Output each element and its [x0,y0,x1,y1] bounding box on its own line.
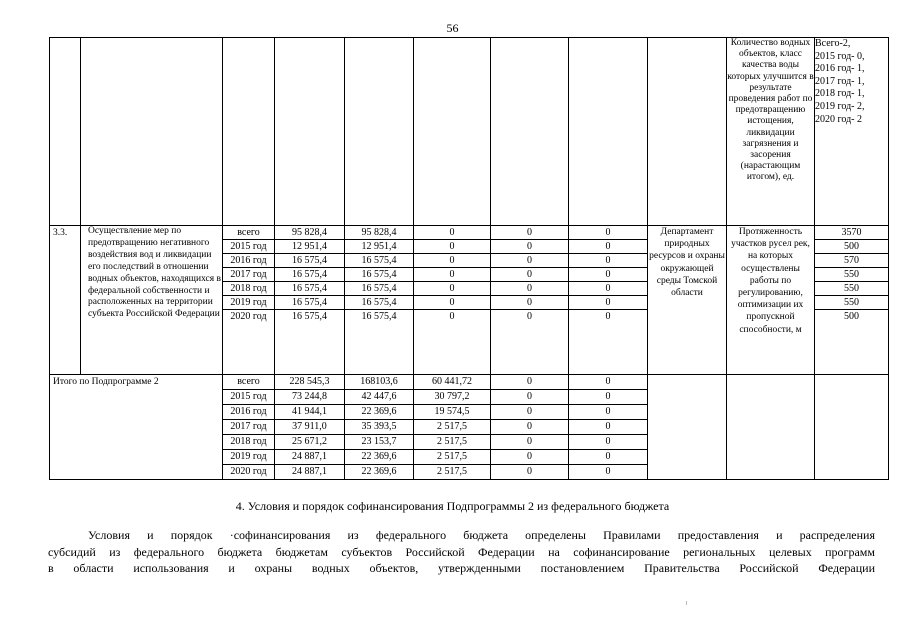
local-cell: 0 [491,405,569,420]
federal-cell: 16 575,4 [345,268,414,282]
other-cell: 0 [569,375,648,390]
indicator-value: 2020 год- 2 [815,113,862,125]
other-cell: 0 [569,226,648,240]
local-cell: 0 [491,310,569,375]
year-cell: 2015 год [223,390,275,405]
other-cell: 0 [569,268,648,282]
scan-speck [686,601,687,605]
other-cell: 0 [569,450,648,465]
indicator-value: Всего-2, [815,38,851,49]
paragraph-line: в области использования и охраны водных объектов, утвержденными постановлением Правительства Российской Федерации [48,561,875,575]
year-cell: 2017 год [223,268,275,282]
other-cell: 0 [569,420,648,435]
cell [815,375,889,480]
total-cell: 16 575,4 [275,310,345,375]
total-cell: 37 911,0 [275,420,345,435]
indicator-cell: 550 [815,282,889,296]
paragraph-line: Условия и порядок ·софинансирования из федерального бюджета определены Правилами предоставления и распределения [88,528,875,542]
federal-cell: 42 447,6 [345,390,414,405]
indicator-cell: 3570 [815,226,889,240]
regional-cell: 0 [414,240,491,254]
executor: Департамент природных ресурсов и охраны окружающей среды Томской области [648,226,727,375]
year-cell: 2019 год [223,296,275,310]
indicator-value: 2016 год- 1, [815,63,865,75]
indicator-cell: 500 [815,240,889,254]
cell [414,38,491,226]
total-cell: 228 545,3 [275,375,345,390]
local-cell: 0 [491,282,569,296]
year-cell: 2018 год [223,435,275,450]
local-cell: 0 [491,450,569,465]
page-number: 56 [446,21,459,35]
total-cell: 12 951,4 [275,240,345,254]
measure-name: Осуществление мер по предотвращению негативного воздействия вод и ликвидации его последствий в отношении водных объектов, находящихся в федеральной собственности и расположенных на территории субъекта Российской Федерации [81,226,223,375]
local-cell: 0 [491,375,569,390]
cell [648,38,727,226]
regional-cell: 2 517,5 [414,465,491,480]
year-cell: всего [223,226,275,240]
year-cell: 2019 год [223,450,275,465]
regional-cell: 0 [414,254,491,268]
total-cell: 73 244,8 [275,390,345,405]
total-cell: 95 828,4 [275,226,345,240]
other-cell: 0 [569,390,648,405]
other-cell: 0 [569,282,648,296]
other-cell: 0 [569,435,648,450]
indicator-cell: 550 [815,296,889,310]
total-cell: 16 575,4 [275,296,345,310]
regional-cell: 0 [414,296,491,310]
local-cell: 0 [491,268,569,282]
year-cell: 2016 год [223,405,275,420]
local-cell: 0 [491,296,569,310]
cell [50,38,81,226]
cell [491,38,569,226]
year-cell: всего [223,375,275,390]
totals-row [50,375,889,390]
continuation-row [50,38,889,226]
total-cell: 25 671,2 [275,435,345,450]
federal-cell: 16 575,4 [345,254,414,268]
year-cell: 2016 год [223,254,275,268]
indicator-values [815,38,889,226]
other-cell: 0 [569,254,648,268]
local-cell: 0 [491,390,569,405]
measure-number: 3.3. [50,226,81,375]
regional-cell: 2 517,5 [414,420,491,435]
federal-cell: 12 951,4 [345,240,414,254]
regional-cell: 0 [414,310,491,375]
federal-cell: 22 369,6 [345,405,414,420]
federal-cell: 22 369,6 [345,450,414,465]
year-cell: 2015 год [223,240,275,254]
indicator-cell: 570 [815,254,889,268]
total-cell: 24 887,1 [275,465,345,480]
federal-cell: 95 828,4 [345,226,414,240]
table-row [50,226,889,240]
local-cell: 0 [491,240,569,254]
total-cell: 16 575,4 [275,268,345,282]
subprogram-table [49,37,889,480]
federal-cell: 35 393,5 [345,420,414,435]
federal-cell: 23 153,7 [345,435,414,450]
indicator-water-quality: Количество водных объектов, класс качества воды которых улучшится в результате проведения работ по предотвращению истощения, ликвидации загрязнения и засорения (нарастающим итогом), ед. [727,38,815,226]
local-cell: 0 [491,465,569,480]
indicator-cell: 500 [815,310,889,375]
federal-cell: 168103,6 [345,375,414,390]
total-cell: 41 944,1 [275,405,345,420]
local-cell: 0 [491,435,569,450]
totals-label: Итого по Подпрограмме 2 [50,375,223,480]
local-cell: 0 [491,254,569,268]
other-cell: 0 [569,465,648,480]
cell [648,375,727,480]
indicator-value: 2018 год- 1, [815,88,865,100]
year-cell: 2020 год [223,310,275,375]
regional-cell: 2 517,5 [414,450,491,465]
federal-cell: 16 575,4 [345,296,414,310]
cell [727,375,815,480]
other-cell: 0 [569,310,648,375]
indicator-value: 2017 год- 1, [815,75,865,87]
regional-cell: 60 441,72 [414,375,491,390]
regional-cell: 19 574,5 [414,405,491,420]
federal-cell: 16 575,4 [345,310,414,375]
cell [345,38,414,226]
year-cell: 2017 год [223,420,275,435]
local-cell: 0 [491,420,569,435]
indicator-riverbed-length: Протяженность участков русел рек, на которых осуществлены работы по регулированию, оптимизации их пропускной способности, м [727,226,815,375]
cell [223,38,275,226]
regional-cell: 0 [414,226,491,240]
federal-cell: 22 369,6 [345,465,414,480]
indicator-value: 2019 год- 2, [815,100,865,112]
indicator-cell: 550 [815,268,889,282]
federal-cell: 16 575,4 [345,282,414,296]
total-cell: 16 575,4 [275,254,345,268]
regional-cell: 0 [414,282,491,296]
cell [569,38,648,226]
regional-cell: 30 797,2 [414,390,491,405]
section-heading: 4. Условия и порядок софинансирования Подпрограммы 2 из федерального бюджета [235,499,670,513]
total-cell: 16 575,4 [275,282,345,296]
other-cell: 0 [569,405,648,420]
cell [275,38,345,226]
body-paragraph [48,527,875,577]
year-cell: 2020 год [223,465,275,480]
year-cell: 2018 год [223,282,275,296]
total-cell: 24 887,1 [275,450,345,465]
paragraph-line: субсидий из федерального бюджета бюджетам субъектов Российской Федерации на софинансирование региональных целевых программ [48,544,875,559]
local-cell: 0 [491,226,569,240]
other-cell: 0 [569,296,648,310]
regional-cell: 0 [414,268,491,282]
other-cell: 0 [569,240,648,254]
indicator-value: 2015 год- 0, [815,50,865,62]
cell [81,38,223,226]
regional-cell: 2 517,5 [414,435,491,450]
